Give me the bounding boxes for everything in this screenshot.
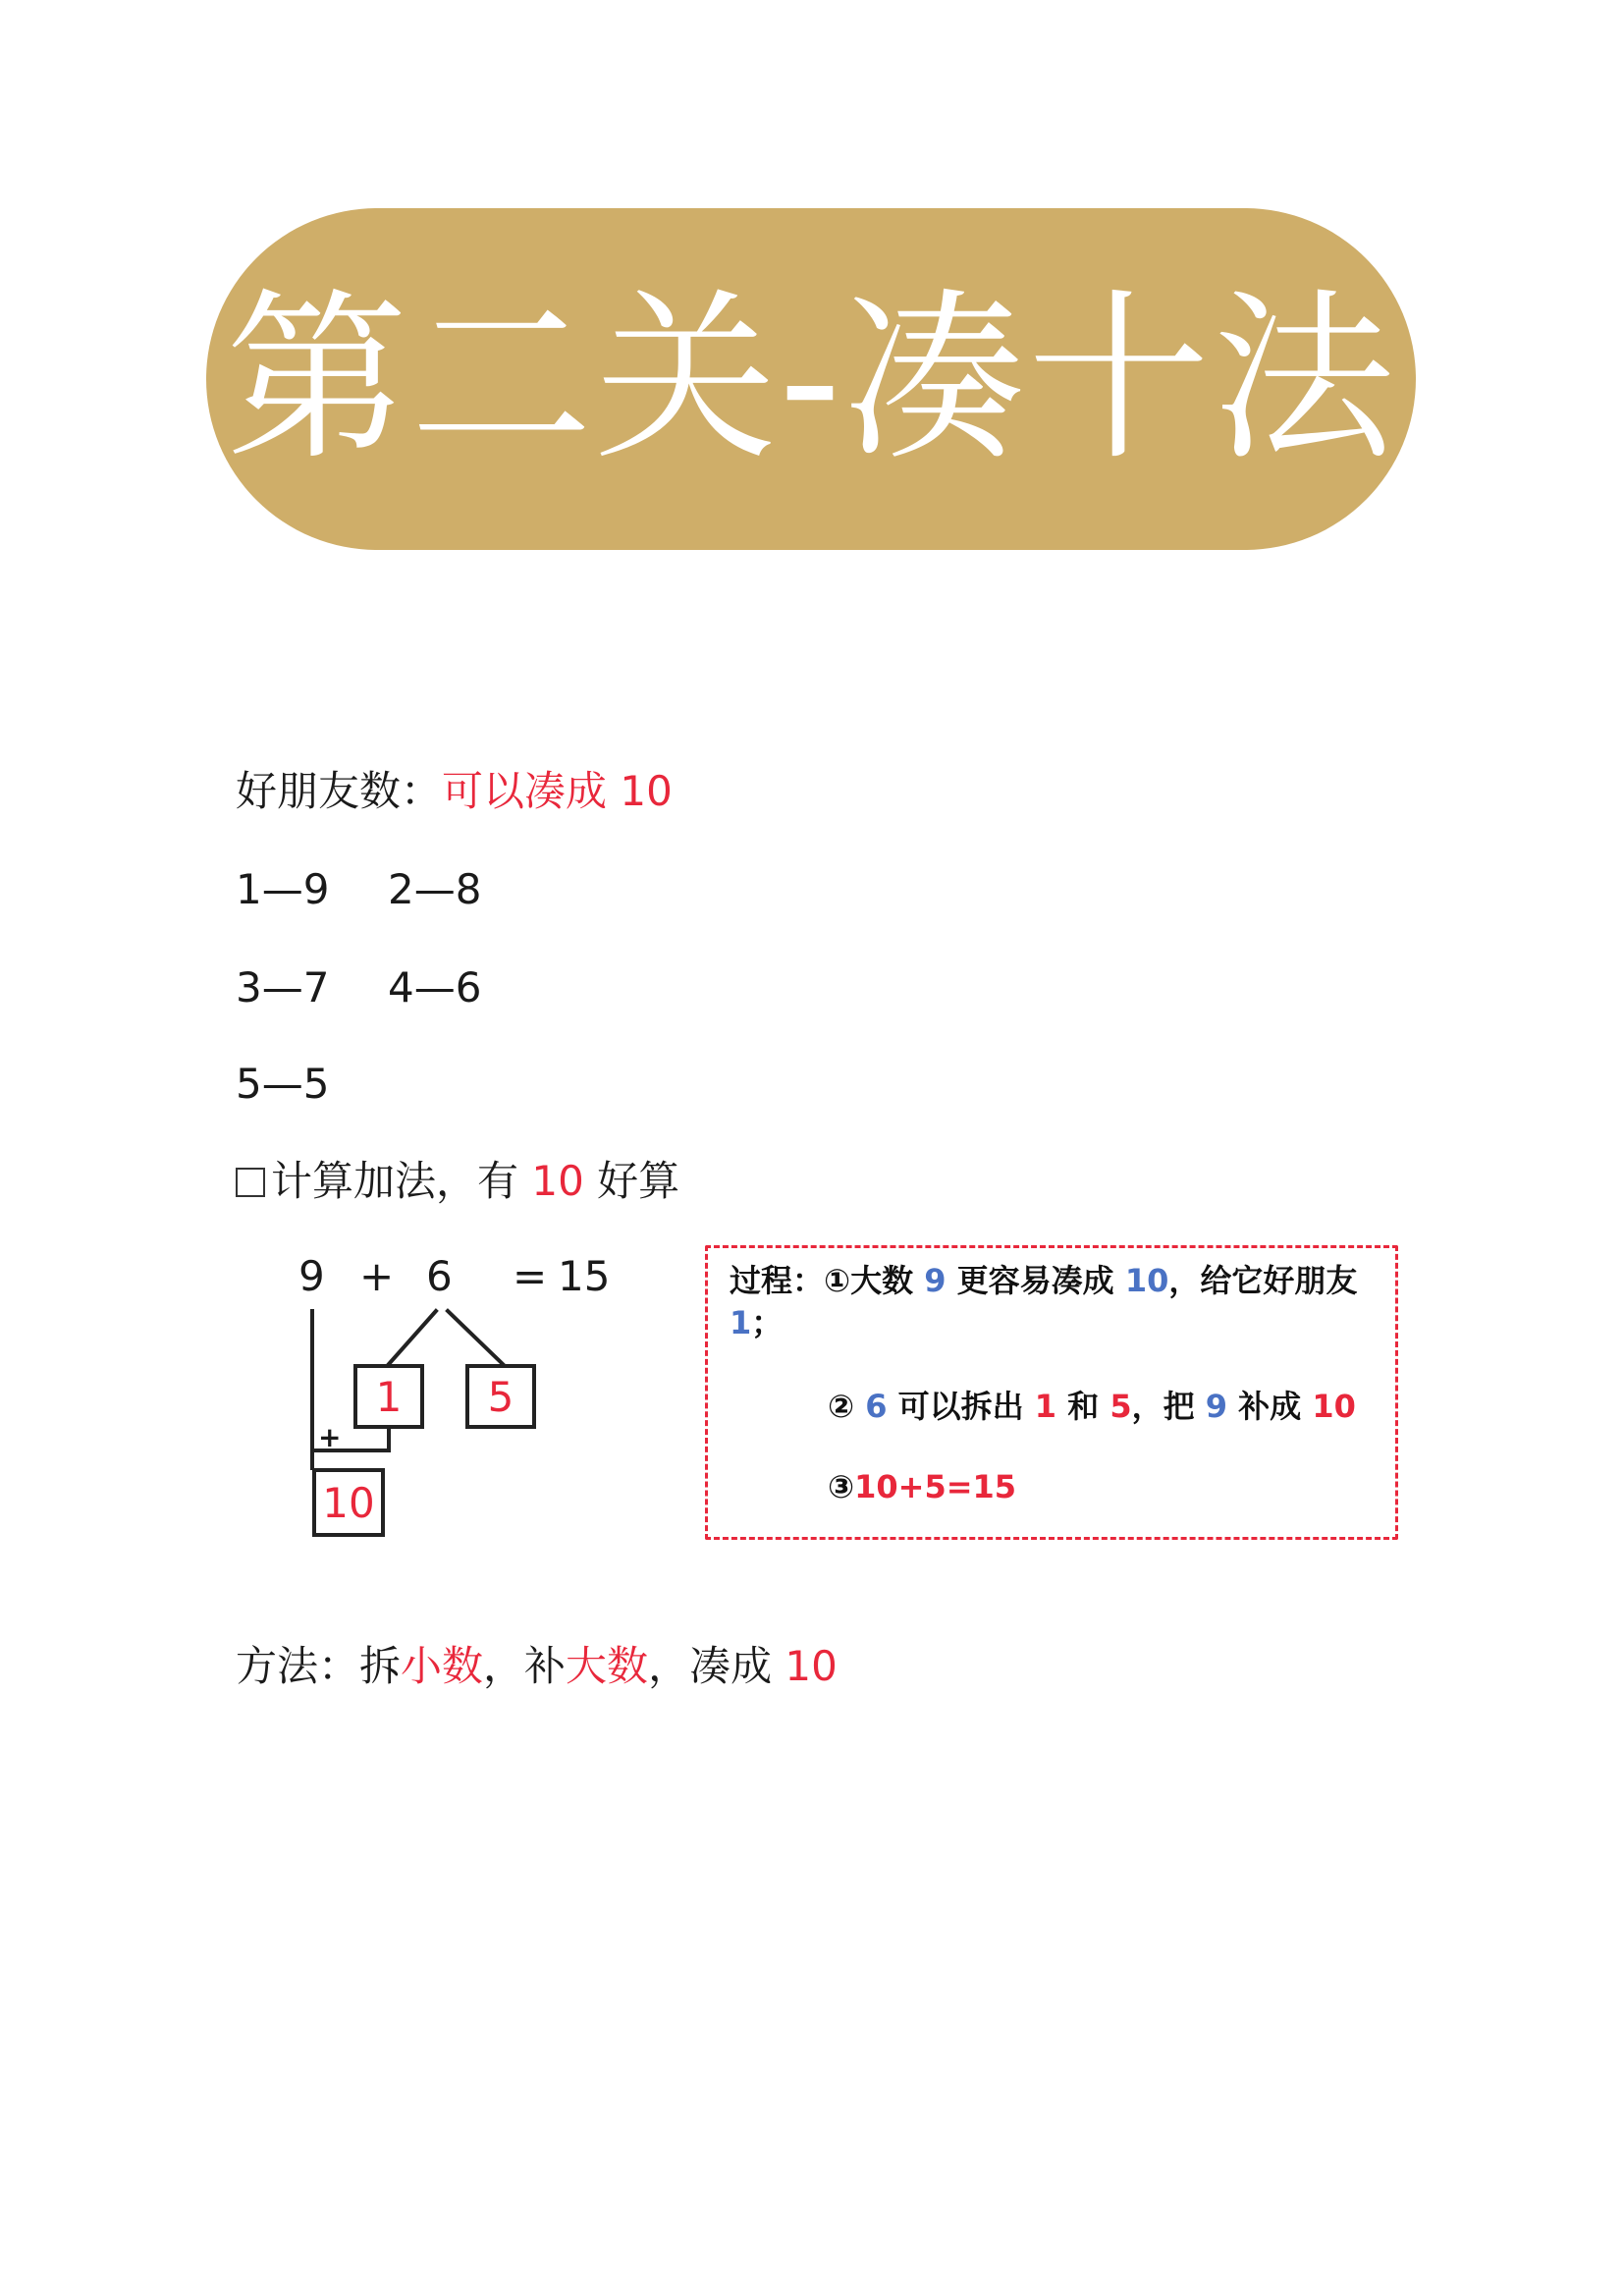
step-2-six: 6 (865, 1388, 888, 1425)
method-label: 方法：拆 (236, 1642, 402, 1690)
pair-3-7: 3—7 (236, 963, 330, 1011)
step-2-text-d: 和 (1056, 1388, 1110, 1425)
step-2-nine: 9 (1205, 1388, 1228, 1425)
split-box-5 (465, 1364, 536, 1429)
process-step-1 (730, 1260, 1357, 1344)
step-1-mark: ① (824, 1262, 851, 1299)
method-ten: 10 (784, 1642, 838, 1690)
pair-row-2 (236, 963, 540, 1011)
pair-row-3 (236, 1060, 388, 1108)
friends-line (236, 767, 673, 815)
step-1-one: 1 (730, 1304, 752, 1342)
diagram-equals: = (513, 1252, 548, 1300)
split-diagram (285, 1242, 638, 1557)
diagram-num2: 6 (426, 1252, 453, 1300)
title-banner (206, 208, 1416, 550)
step-2-ten: 10 (1312, 1388, 1356, 1425)
ten-box (312, 1468, 385, 1537)
step-1-text-a: 大数 (850, 1262, 925, 1299)
step-2-one: 1 (1034, 1388, 1057, 1425)
process-step-2 (828, 1386, 1356, 1428)
step-1-nine: 9 (924, 1262, 947, 1299)
method-big: 大数 (566, 1642, 649, 1690)
page-title: 第二关-凑十法 (225, 272, 1397, 485)
diagram-plus: + (359, 1252, 395, 1300)
step-1-text-e: ，给它好朋友 (1168, 1262, 1358, 1299)
step-1-semicolon: ； (751, 1304, 784, 1342)
split-box-1 (353, 1364, 424, 1429)
process-label: 过程： (730, 1262, 825, 1299)
friends-label: 好朋友数： (236, 767, 443, 815)
step-3-equation: 10+5=15 (854, 1468, 1017, 1505)
split-value-1: 1 (375, 1372, 403, 1421)
method-end: ，凑成 (648, 1642, 785, 1690)
diagram-num1: 9 (298, 1252, 325, 1300)
friends-highlight: 可以凑成 10 (442, 767, 673, 815)
split-value-5: 5 (487, 1372, 514, 1421)
tip-highlight: 10 (531, 1157, 584, 1205)
process-step-3 (828, 1466, 1016, 1508)
method-small: 小数 (401, 1642, 484, 1690)
step-3-mark: ③ (828, 1468, 855, 1505)
step-2-text-h: 补成 (1227, 1388, 1313, 1425)
method-line (236, 1642, 838, 1690)
pair-row-1 (236, 865, 540, 913)
pair-5-5: 5—5 (236, 1060, 330, 1108)
checkbox-icon (236, 1168, 265, 1197)
step-2-text-b: 可以拆出 (887, 1388, 1035, 1425)
method-mid: ，补 (483, 1642, 567, 1690)
step-2-text-f: ，把 (1131, 1388, 1206, 1425)
tip-prefix: 计算加法，有 (271, 1157, 532, 1205)
step-2-mark: ② (828, 1388, 855, 1425)
diagram-result: 15 (558, 1252, 611, 1300)
join-plus: + (318, 1421, 342, 1453)
tip-suffix: 好算 (583, 1157, 680, 1205)
tip-line (236, 1157, 680, 1205)
ten-value: 10 (322, 1478, 375, 1527)
process-box (705, 1245, 1398, 1540)
pair-1-9: 1—9 (236, 865, 330, 913)
pair-2-8: 2—8 (388, 865, 482, 913)
step-1-ten: 10 (1124, 1262, 1169, 1299)
step-1-text-c: 更容易凑成 (946, 1262, 1125, 1299)
pair-4-6: 4—6 (388, 963, 482, 1011)
step-2-five: 5 (1109, 1388, 1132, 1425)
